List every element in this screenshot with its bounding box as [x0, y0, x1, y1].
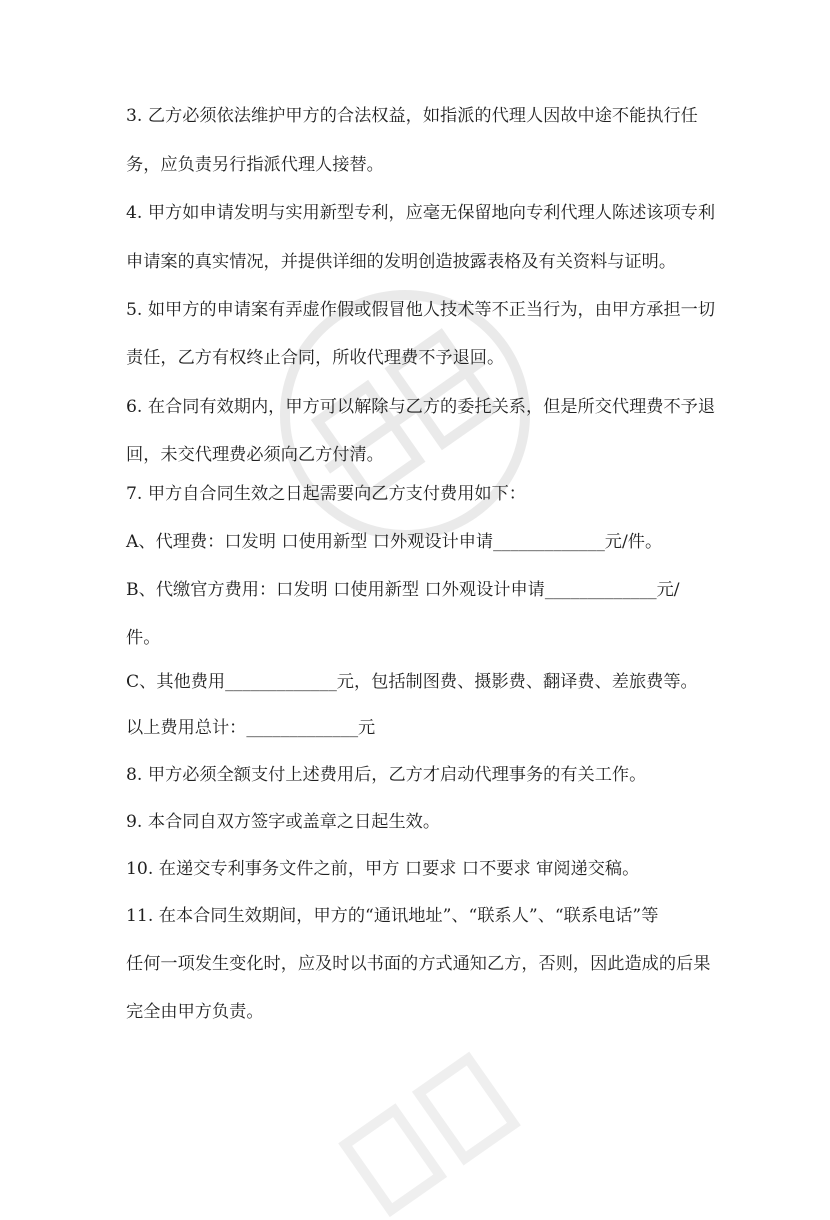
clause-4-line-2: 申请案的真实情况，并提供详细的发明创造披露表格及有关资料与证明。 — [126, 252, 677, 272]
clause-11-line-2: 任何一项发生变化时，应及时以书面的方式通知乙方，否则，因此造成的后果 — [126, 954, 711, 974]
clause-6-line-2: 回，未交代理费必须向乙方付清。 — [126, 445, 384, 465]
fee-line-c: C、其他费用_____________元，包括制图费、摄影费、翻译费、差旅费等。 — [126, 672, 698, 692]
fee-line-a: A、代理费：口发明 口使用新型 口外观设计申请_____________元/件。 — [126, 532, 663, 552]
fee-line-b-cont: 件。 — [126, 628, 161, 648]
watermark-logo-icon — [300, 1020, 600, 1220]
clause-5-line-1: 5. 如甲方的申请案有弄虚作假或假冒他人技术等不正当行为，由甲方承担一切 — [126, 300, 716, 320]
clause-3-line-2: 务，应负责另行指派代理人接替。 — [126, 155, 384, 175]
fee-total-line: 以上费用总计：_____________元 — [126, 718, 376, 738]
clause-6-line-1: 6. 在合同有效期内，甲方可以解除与乙方的委托关系，但是所交代理费不予退 — [126, 397, 716, 417]
clause-10-line: 10. 在递交专利事务文件之前，甲方 口要求 口不要求 审阅递交稿。 — [126, 859, 640, 879]
clause-9-line: 9. 本合同自双方签字或盖章之日起生效。 — [126, 812, 441, 832]
clause-8-line: 8. 甲方必须全额支付上述费用后，乙方才启动代理事务的有关工作。 — [126, 765, 647, 785]
clause-5-line-2: 责任，乙方有权终止合同，所收代理费不予退回。 — [126, 348, 505, 368]
clause-4-line-1: 4. 甲方如申请发明与实用新型专利，应毫无保留地向专利代理人陈述该项专利 — [126, 203, 716, 223]
fee-line-b: B、代缴官方费用：口发明 口使用新型 口外观设计申请_____________元/ — [126, 580, 680, 600]
clause-11-line-1: 11. 在本合同生效期间，甲方的“通讯地址”、“联系人”、“联系电话”等 — [126, 906, 659, 926]
clause-11-line-3: 完全由甲方负责。 — [126, 1002, 264, 1022]
clause-3-line-1: 3. 乙方必须依法维护甲方的合法权益，如指派的代理人因故中途不能执行任 — [126, 106, 698, 126]
clause-7-line-1: 7. 甲方自合同生效之日起需要向乙方支付费用如下： — [126, 484, 526, 504]
